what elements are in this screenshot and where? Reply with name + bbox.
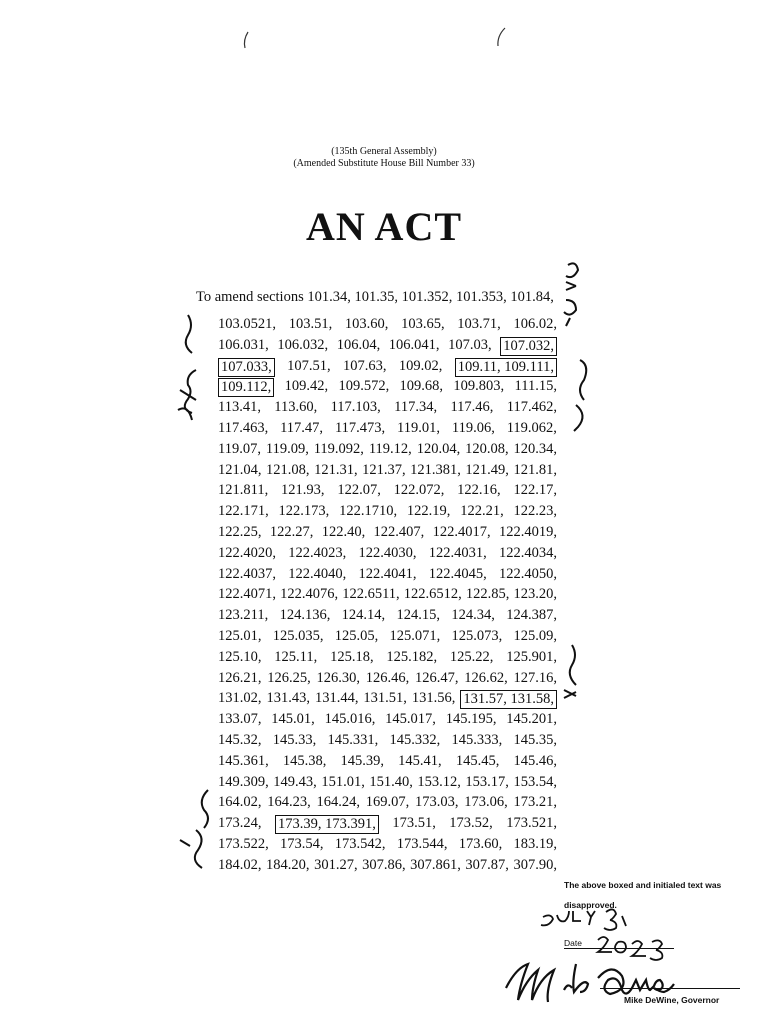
section-number: 173.54, [280, 836, 324, 852]
section-number: 109.68, [399, 378, 444, 395]
section-number: 145.333, [451, 732, 503, 748]
section-number: 106.02, [513, 316, 557, 332]
section-number: 183.19, [513, 836, 557, 852]
section-number: 111.15, [514, 378, 557, 395]
section-number: 307.87, [465, 856, 509, 873]
section-number: 117.46, [450, 399, 494, 416]
section-number: 109.42, [284, 378, 329, 395]
section-number: 169.07, [365, 794, 410, 811]
section-number: 122.4017, [432, 524, 491, 540]
section-number: 122.4030, [358, 544, 417, 561]
section-number: 122.16, [457, 482, 501, 499]
scratch-mark [244, 32, 248, 48]
section-number: 151.40, [369, 773, 413, 790]
section-number: 145.016, [324, 711, 376, 728]
section-number: 131.02, [218, 690, 262, 707]
section-number: 125.11, [274, 648, 318, 665]
section-number: 122.171, [218, 503, 269, 520]
initials-rmd-top-right [564, 263, 578, 326]
governor-signature [506, 964, 674, 1002]
section-number: 119.09, [265, 440, 309, 457]
section-number: 126.62, [464, 669, 508, 686]
approval-note-line1: The above boxed and initialed text was [564, 880, 722, 890]
section-number: 301.27, [314, 856, 358, 873]
initials-rmd-left-1 [178, 315, 196, 420]
section-number: 164.02, [218, 794, 262, 811]
section-number: 307.90, [513, 856, 557, 873]
section-number: 173.542, [334, 836, 386, 852]
section-number: 164.23, [267, 794, 311, 811]
section-number: 106.032, [277, 336, 329, 353]
section-number: 125.035, [272, 628, 324, 644]
section-number: 126.25, [267, 669, 311, 686]
section-number: 103.60, [344, 316, 389, 332]
section-number: 126.47, [415, 669, 459, 686]
section-number: 117.47, [280, 420, 324, 436]
section-number: 106.031, [218, 336, 269, 353]
section-number: 145.331, [327, 732, 379, 748]
boxed-section-number: 109.112, [218, 378, 274, 397]
section-number: 122.21, [460, 503, 504, 520]
section-number: 117.463, [218, 420, 269, 436]
section-number: 149.309, [218, 773, 269, 790]
section-number: 145.361, [218, 752, 269, 769]
section-number: 119.062, [506, 420, 557, 436]
section-number: 119.12, [368, 440, 412, 457]
section-number: 121.81, [513, 461, 557, 478]
section-number: 117.34, [394, 399, 438, 416]
section-number: 122.40, [321, 524, 366, 540]
section-number: 122.4050, [499, 565, 557, 582]
section-number: 107.51, [287, 357, 331, 374]
section-number: 125.10, [218, 648, 262, 665]
section-number: 125.05, [334, 628, 379, 644]
section-number: 122.4019, [498, 524, 557, 540]
section-number: 122.27, [269, 524, 314, 540]
section-number: 145.017, [385, 711, 436, 728]
section-number: 131.51, [363, 690, 407, 707]
section-number: 124.15, [396, 607, 440, 624]
section-number: 122.6511, [342, 586, 400, 603]
section-number: 122.23, [513, 503, 557, 520]
section-number: 122.4034, [499, 544, 557, 561]
section-number: 173.52, [449, 815, 493, 832]
section-number: 131.44, [314, 690, 359, 707]
section-number: 153.12, [417, 773, 461, 790]
section-number: 121.37, [362, 461, 406, 478]
section-number: 173.03, [415, 794, 459, 811]
initials-rmd-right-2 [564, 645, 576, 698]
section-number: 103.71, [457, 316, 501, 332]
section-number: 120.08, [465, 440, 509, 457]
section-number: 153.54, [513, 773, 557, 790]
section-number: 125.18, [330, 648, 374, 665]
section-number: 145.201, [506, 711, 557, 728]
section-number: 125.073, [451, 628, 503, 644]
section-number: 103.51, [288, 316, 333, 332]
section-number: 131.56, [411, 690, 456, 707]
section-number: 173.21, [513, 794, 557, 811]
date-label: Date [564, 938, 582, 948]
section-number: 122.4023, [288, 544, 347, 561]
boxed-section-number: 131.57, 131.58, [460, 690, 557, 709]
section-number: 122.4040, [288, 565, 347, 582]
section-number: 121.381, [410, 461, 461, 478]
section-number: 121.31, [314, 461, 358, 478]
section-number: 117.103, [330, 399, 381, 416]
section-number: 124.136, [279, 607, 331, 624]
section-number: 133.07, [218, 711, 262, 728]
section-number: 164.24, [316, 794, 360, 811]
section-number: 123.20, [513, 586, 557, 603]
section-number: 122.4041, [358, 565, 417, 582]
section-number: 145.33, [272, 732, 317, 748]
bill-number-line: (Amended Substitute House Bill Number 33) [293, 158, 475, 169]
section-number: 125.071, [389, 628, 441, 644]
boxed-section-number: 173.39, 173.391, [275, 815, 379, 834]
section-number: 119.092, [313, 440, 364, 457]
section-number: 121.08, [266, 461, 310, 478]
section-number: 122.173, [278, 503, 330, 520]
section-number: 125.09, [513, 628, 557, 644]
section-number: 122.17, [513, 482, 557, 499]
section-number: 125.01, [218, 628, 262, 644]
section-number: 123.211, [218, 607, 269, 624]
section-number: 119.01, [397, 420, 440, 436]
section-number: 122.072, [393, 482, 445, 499]
section-number: 122.407, [373, 524, 425, 540]
section-number: 122.25, [218, 524, 262, 540]
section-number: 122.4037, [218, 565, 276, 582]
section-number: 184.20, [266, 856, 310, 873]
section-number: 120.34, [513, 440, 557, 457]
section-number: 122.4031, [428, 544, 487, 561]
section-number: 145.195, [445, 711, 497, 728]
section-number: 122.4020, [218, 544, 276, 561]
section-number: 125.22, [449, 648, 494, 665]
section-number: 117.462, [506, 399, 557, 416]
section-number: 119.07, [218, 440, 261, 457]
section-number: 113.60, [274, 399, 318, 416]
section-number: 173.544, [396, 836, 448, 852]
section-number: 145.45, [455, 752, 500, 769]
section-number: 122.1710, [339, 503, 398, 520]
section-number: 145.41, [398, 752, 442, 769]
section-number: 117.473, [334, 420, 386, 436]
section-number: 121.04, [218, 461, 262, 478]
section-number: 145.35, [513, 732, 557, 748]
section-number: 106.04, [336, 336, 381, 353]
handwritten-date [541, 909, 662, 960]
section-number: 184.02, [218, 856, 262, 873]
approval-note-line2: disapproved. [564, 900, 617, 910]
section-number: 122.6512, [403, 586, 462, 603]
governor-name: Mike DeWine, Governor [624, 995, 720, 1005]
section-number: 127.16, [513, 669, 557, 686]
scratch-mark [498, 28, 505, 46]
section-number: 103.65, [401, 316, 445, 332]
section-number: 109.02, [398, 357, 443, 374]
section-number: 307.861, [410, 856, 461, 873]
section-number: 122.4076, [280, 586, 339, 603]
section-number: 126.46, [365, 669, 410, 686]
section-number: 122.85, [465, 586, 510, 603]
section-number: 145.32, [218, 732, 262, 748]
section-number: 149.43, [273, 773, 317, 790]
initials-rmd-left-2 [180, 790, 208, 868]
section-number: 126.30, [316, 669, 360, 686]
section-number: 153.17, [465, 773, 509, 790]
section-number: 124.14, [341, 607, 386, 624]
section-number: 122.07, [337, 482, 381, 499]
section-number: 173.51, [392, 815, 436, 832]
boxed-section-number: 109.11, 109.111, [455, 358, 557, 377]
section-number: 109.803, [453, 378, 505, 395]
section-number: 122.4071, [218, 586, 276, 603]
boxed-section-number: 107.032, [500, 337, 557, 356]
section-number: 173.24, [218, 815, 262, 832]
section-number: 124.34, [451, 607, 495, 624]
section-number: 145.332, [389, 732, 441, 748]
section-number: 173.06, [464, 794, 508, 811]
section-number: 131.43, [266, 690, 310, 707]
section-number: 126.21, [218, 669, 262, 686]
assembly-line: (135th General Assembly) [331, 146, 437, 157]
section-number: 103.0521, [218, 316, 276, 332]
section-number: 173.60, [458, 836, 503, 852]
section-number: 107.03, [448, 336, 492, 353]
section-number: 151.01, [321, 773, 365, 790]
section-number: 145.38, [282, 752, 327, 769]
section-number: 125.182, [386, 648, 438, 665]
section-number: 122.4045, [428, 565, 487, 582]
section-number: 121.93, [281, 482, 325, 499]
section-number: 122.19, [406, 503, 451, 520]
section-number: 121.49, [465, 461, 509, 478]
section-number: 145.01, [271, 711, 315, 728]
section-number: 120.04, [416, 440, 461, 457]
document-title: AN ACT [305, 204, 463, 249]
initials-rmd-right-1 [574, 360, 586, 431]
section-number: 307.86, [362, 856, 406, 873]
section-number: 113.41, [218, 399, 261, 416]
boxed-section-number: 107.033, [218, 358, 275, 377]
section-number: 106.041, [388, 336, 440, 353]
section-number: 173.521, [506, 815, 557, 832]
section-number: 121.811, [218, 482, 269, 499]
section-number: 107.63, [342, 357, 387, 374]
section-number: 124.387, [506, 607, 557, 624]
section-number: 119.06, [451, 420, 495, 436]
section-number: 125.901, [506, 648, 557, 665]
section-number: 145.39, [340, 752, 385, 769]
section-number: 145.46, [513, 752, 557, 769]
act-opening-line: To amend sections 101.34, 101.35, 101.352, 101.353, 101.84, [196, 289, 554, 305]
section-number: 173.522, [218, 836, 269, 852]
section-number: 109.572, [338, 378, 390, 395]
